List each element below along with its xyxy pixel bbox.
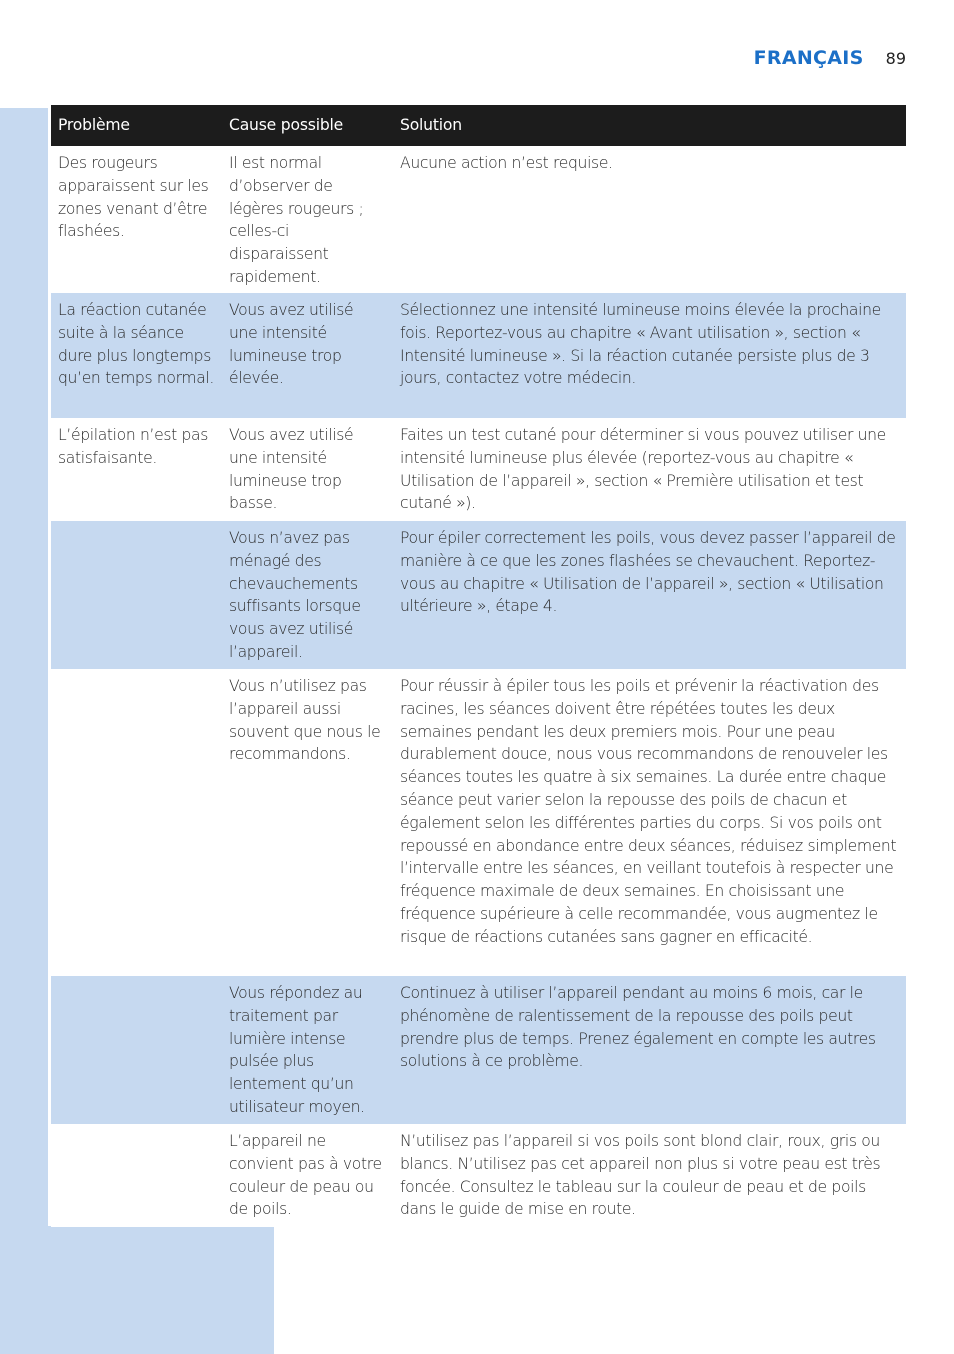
table-header	[51, 105, 906, 146]
cause-cell: Il est normal d’observer de légères rougeurs ; celles-ci disparaissent rapidement.	[222, 146, 393, 293]
side-color-band	[0, 108, 48, 1354]
problem-cell	[51, 521, 222, 669]
problem-cell	[51, 1124, 222, 1227]
language-label: FRANÇAIS	[753, 47, 864, 69]
cause-cell: Vous n’utilisez pas l’appareil aussi souvent que nous le recommandons.	[222, 669, 393, 976]
solution-cell: Pour épiler correctement les poils, vous devez passer l’appareil de manière à ce que les zones flashées se chevauchent. Reportez-vous au chapitre « Utilisation de l’appareil », section « Utilisation ultérieure », étape 4.	[393, 521, 906, 669]
bottom-color-band	[0, 1226, 274, 1354]
table-row	[51, 976, 906, 1124]
table-row	[51, 521, 906, 669]
solution-cell: Pour réussir à épiler tous les poils et prévenir la réactivation des racines, les séances doivent être répétées toutes les deux semaines pendant les deux premiers mois. Pour une peau durablement douce, nous vous recommandons de renouveler les séances toutes les quatre à six semaines. La durée entre chaque séance peut varier selon la repousse des poils de chacun et également selon les différentes parties du corps. Si vos poils ont repoussé en abondance entre deux séances, réduisez simplement l’intervalle entre les séances, en veillant toutefois à respecter une fréquence maximale de deux semaines. En choisissant une fréquence supérieure à celle recommandée, vous augmentez le risque de réactions cutanées sans gagner en efficacité.	[393, 669, 906, 976]
column-header-problem: Problème	[51, 105, 222, 146]
column-header-cause: Cause possible	[222, 105, 393, 146]
solution-cell: Aucune action n’est requise.	[393, 146, 906, 293]
table-row	[51, 669, 906, 976]
solution-cell: N’utilisez pas l’appareil si vos poils sont blond clair, roux, gris ou blancs. N’utilisez pas cet appareil non plus si votre peau est très foncée. Consultez le tableau sur la couleur de peau et de poils dans le guide de mise en route.	[393, 1124, 906, 1227]
problem-cell	[51, 976, 222, 1124]
solution-cell: Faites un test cutané pour déterminer si vous pouvez utiliser une intensité lumineuse plus élevée (reportez-vous au chapitre « Utilisation de l’appareil », section « Première utilisation et test cutané »).	[393, 418, 906, 521]
problem-cell: L’épilation n’est pas satisfaisante.	[51, 418, 222, 521]
cause-cell: Vous avez utilisé une intensité lumineuse trop basse.	[222, 418, 393, 521]
cause-cell: Vous avez utilisé une intensité lumineuse trop élevée.	[222, 293, 393, 418]
column-header-solution: Solution	[393, 105, 906, 146]
cause-cell: Vous répondez au traitement par lumière intense pulsée plus lentement qu’un utilisateur moyen.	[222, 976, 393, 1124]
solution-cell: Continuez à utiliser l’appareil pendant au moins 6 mois, car le phénomène de ralentissement de la repousse des poils peut prendre plus de temps. Prenez également en compte les autres solutions à ce problème.	[393, 976, 906, 1124]
table-row	[51, 146, 906, 293]
solution-cell: Sélectionnez une intensité lumineuse moins élevée la prochaine fois. Reportez-vous au chapitre « Avant utilisation », section « Intensité lumineuse ». Si la réaction cutanée persiste plus de 3 jours, contactez votre médecin.	[393, 293, 906, 418]
table-row	[51, 293, 906, 418]
problem-cell: La réaction cutanée suite à la séance dure plus longtemps qu’en temps normal.	[51, 293, 222, 418]
problem-cell	[51, 669, 222, 976]
troubleshooting-table	[51, 105, 906, 1227]
table-row	[51, 1124, 906, 1227]
table-row	[51, 418, 906, 521]
page-header	[754, 47, 906, 69]
cause-cell: L’appareil ne convient pas à votre couleur de peau ou de poils.	[222, 1124, 393, 1227]
cause-cell: Vous n’avez pas ménagé des chevauchements suffisants lorsque vous avez utilisé l’appareil.	[222, 521, 393, 669]
page-number: 89	[885, 49, 906, 68]
problem-cell: Des rougeurs apparaissent sur les zones venant d’être flashées.	[51, 146, 222, 293]
